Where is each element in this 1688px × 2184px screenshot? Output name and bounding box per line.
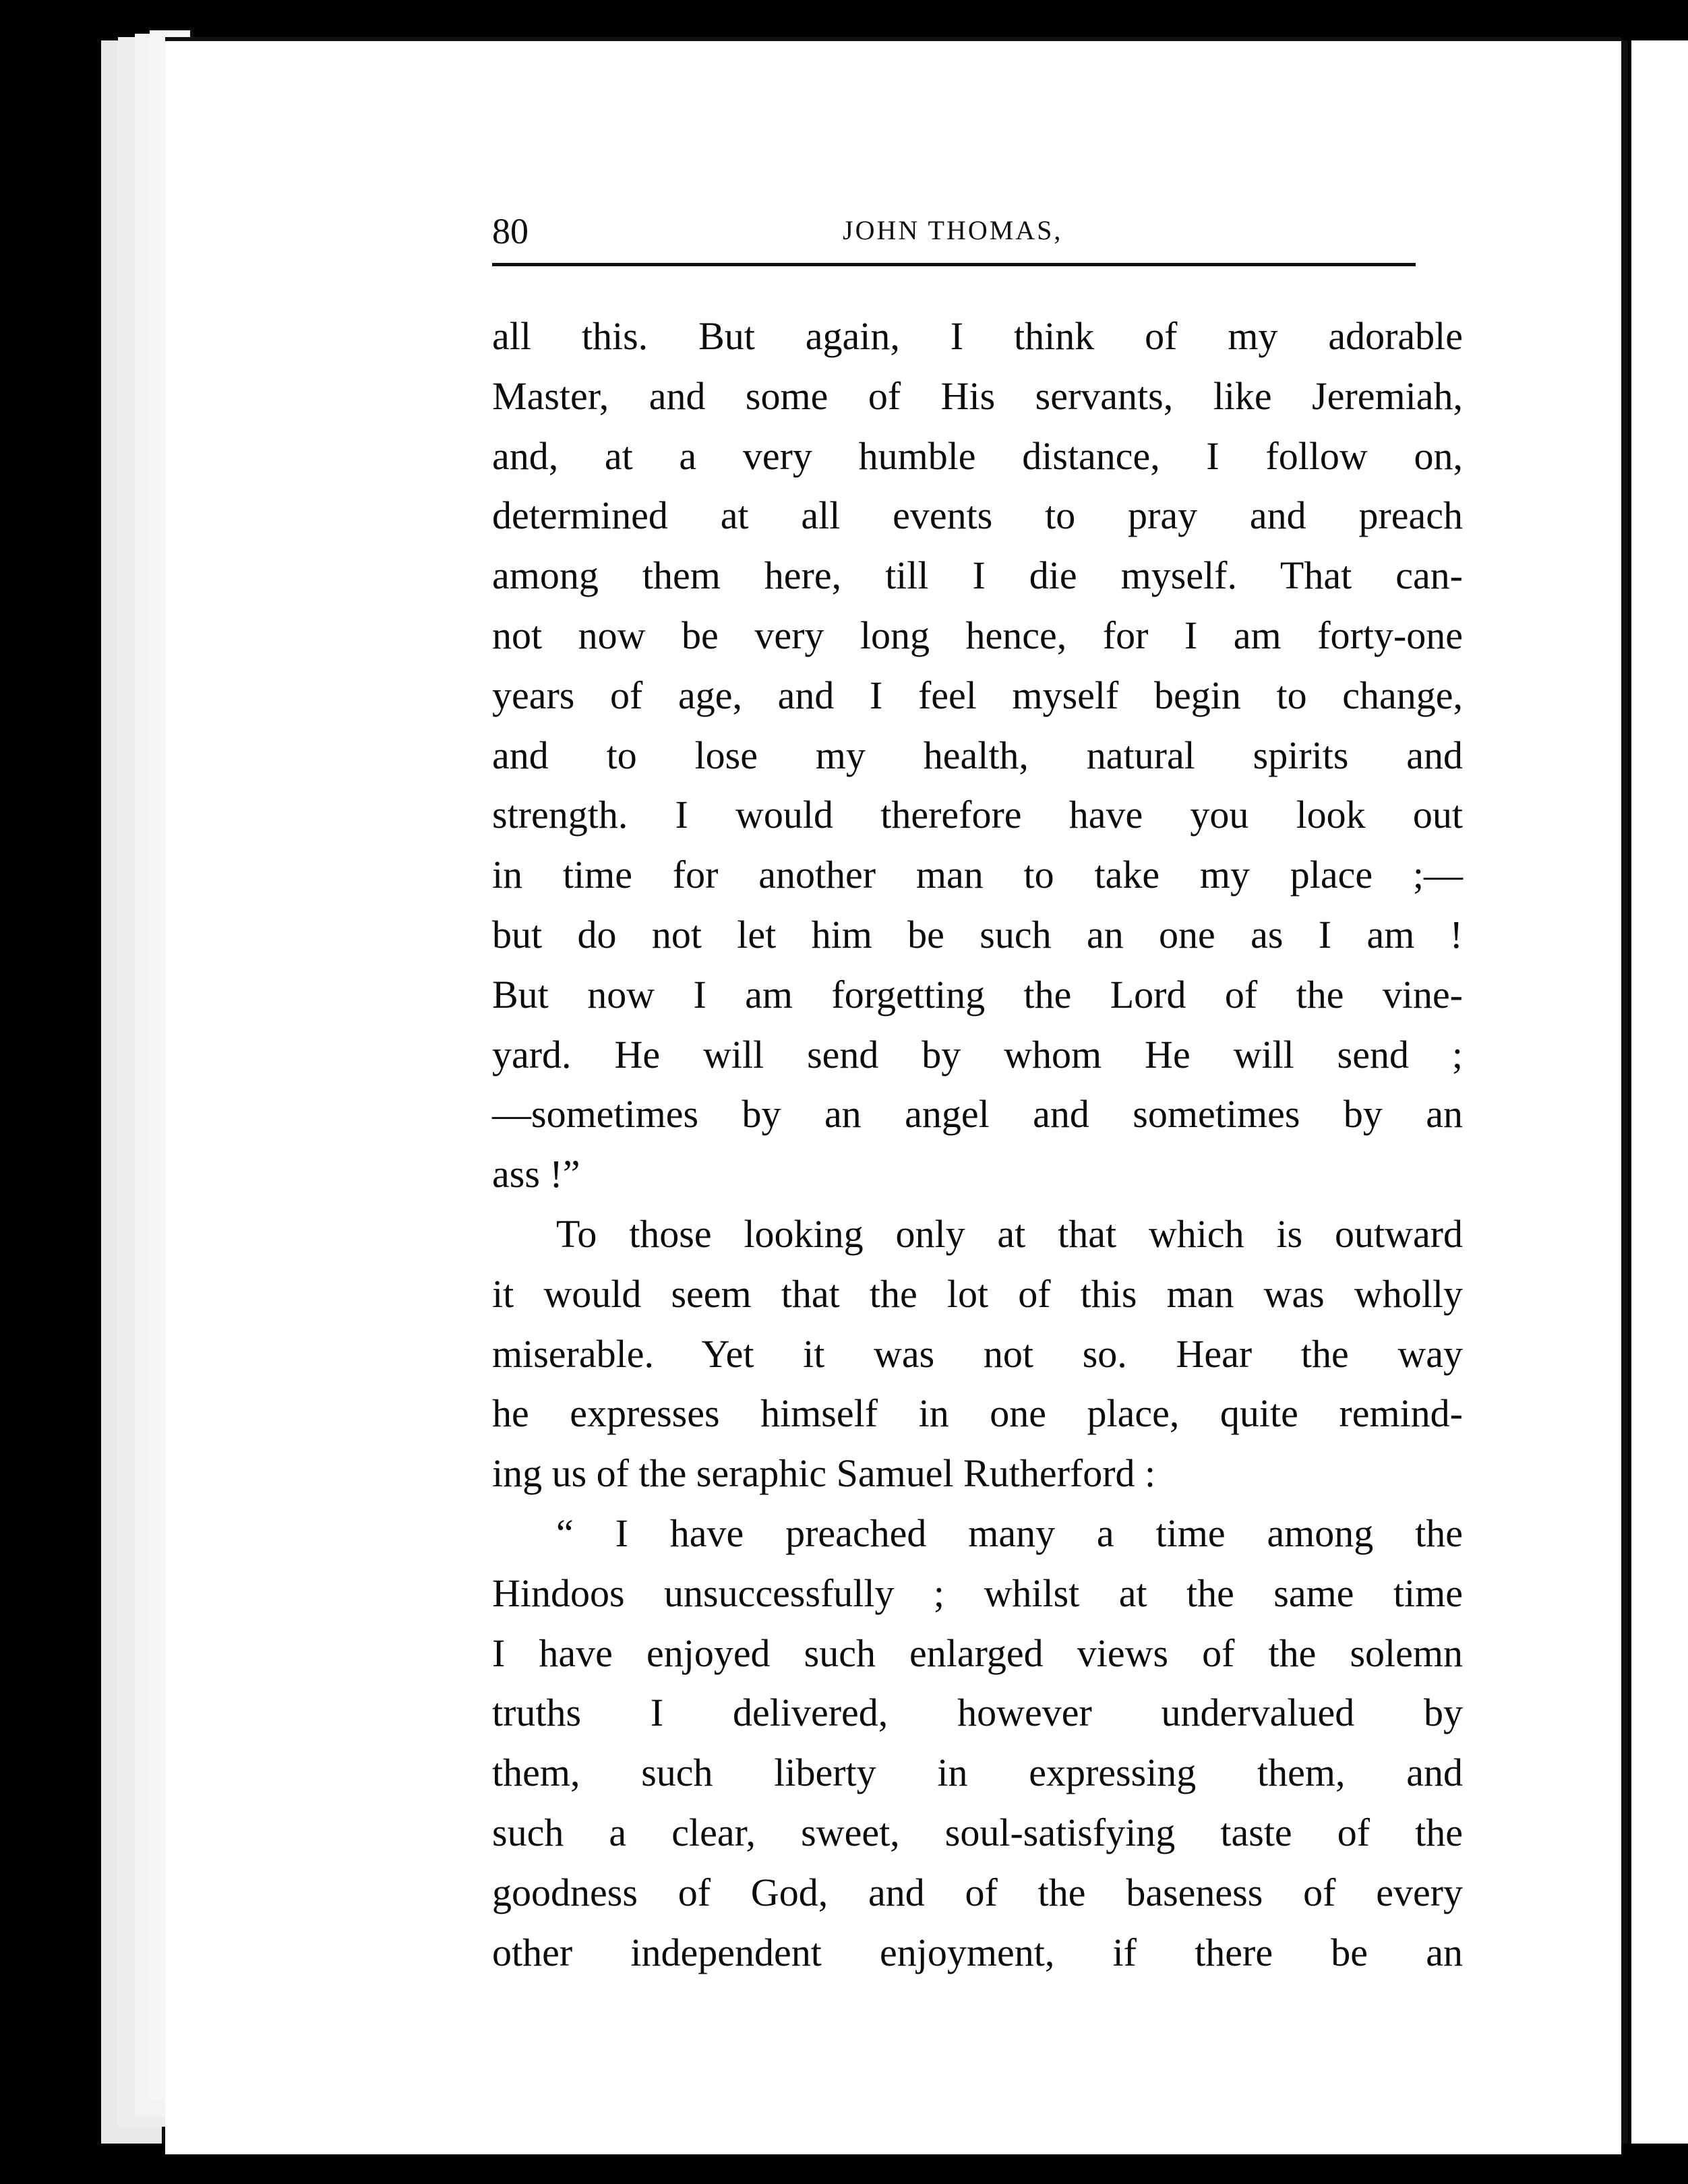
text-line: yard. He will send by whom He will send ; <box>492 1032 1463 1076</box>
page-header <box>492 202 1416 266</box>
book-spine <box>1621 40 1628 2144</box>
text-line: truths I delivered, however undervalued by <box>492 1691 1463 1735</box>
text-line: not now be very long hence, for I am forty-one <box>492 613 1463 657</box>
text-line: ing us of the seraphic Samuel Rutherford : <box>492 1451 1156 1496</box>
text-line: Master, and some of His servants, like Jeremiah, <box>492 373 1463 418</box>
text-line: he expresses himself in one place, quite remind- <box>492 1391 1463 1436</box>
text-line: and, at a very humble distance, I follow on, <box>492 433 1463 478</box>
page-number: 80 <box>492 211 529 251</box>
text-line: determined at all events to pray and preach <box>492 493 1463 538</box>
text-line: Hindoos unsuccessfully ; whilst at the same time <box>492 1571 1463 1615</box>
text-line: among them here, till I die myself. That can- <box>492 553 1463 598</box>
text-line: it would seem that the lot of this man was wholly <box>492 1271 1463 1316</box>
text-line: “ I have preached many a time among the <box>556 1511 1463 1555</box>
text-line: strength. I would therefore have you look out <box>492 793 1463 837</box>
text-line: —sometimes by an angel and sometimes by an <box>492 1092 1463 1136</box>
text-line: goodness of God, and of the baseness of every <box>492 1870 1463 1914</box>
text-line: but do not let him be such an one as I am ! <box>492 912 1463 957</box>
text-line: But now I am forgetting the Lord of the vine- <box>492 972 1463 1017</box>
facing-page-edge <box>1631 40 1688 2144</box>
text-line: To those looking only at that which is outward <box>556 1211 1463 1256</box>
text-line: such a clear, sweet, soul-satisfying taste of the <box>492 1810 1463 1854</box>
text-line: miserable. Yet it was not so. Hear the way <box>492 1331 1463 1376</box>
text-line: them, such liberty in expressing them, and <box>492 1751 1463 1795</box>
running-head: JOHN THOMAS, <box>843 215 1063 245</box>
text-line: and to lose my health, natural spirits and <box>492 733 1463 777</box>
text-line: in time for another man to take my place ;— <box>492 853 1463 897</box>
body-text <box>492 307 1463 1982</box>
text-line: other independent enjoyment, if there be an <box>492 1930 1463 1974</box>
text-line: ass !” <box>492 1152 580 1196</box>
text-line: all this. But again, I think of my adorable <box>492 314 1463 358</box>
text-line: years of age, and I feel myself begin to change, <box>492 673 1463 717</box>
text-line: I have enjoyed such enlarged views of the solemn <box>492 1631 1463 1675</box>
